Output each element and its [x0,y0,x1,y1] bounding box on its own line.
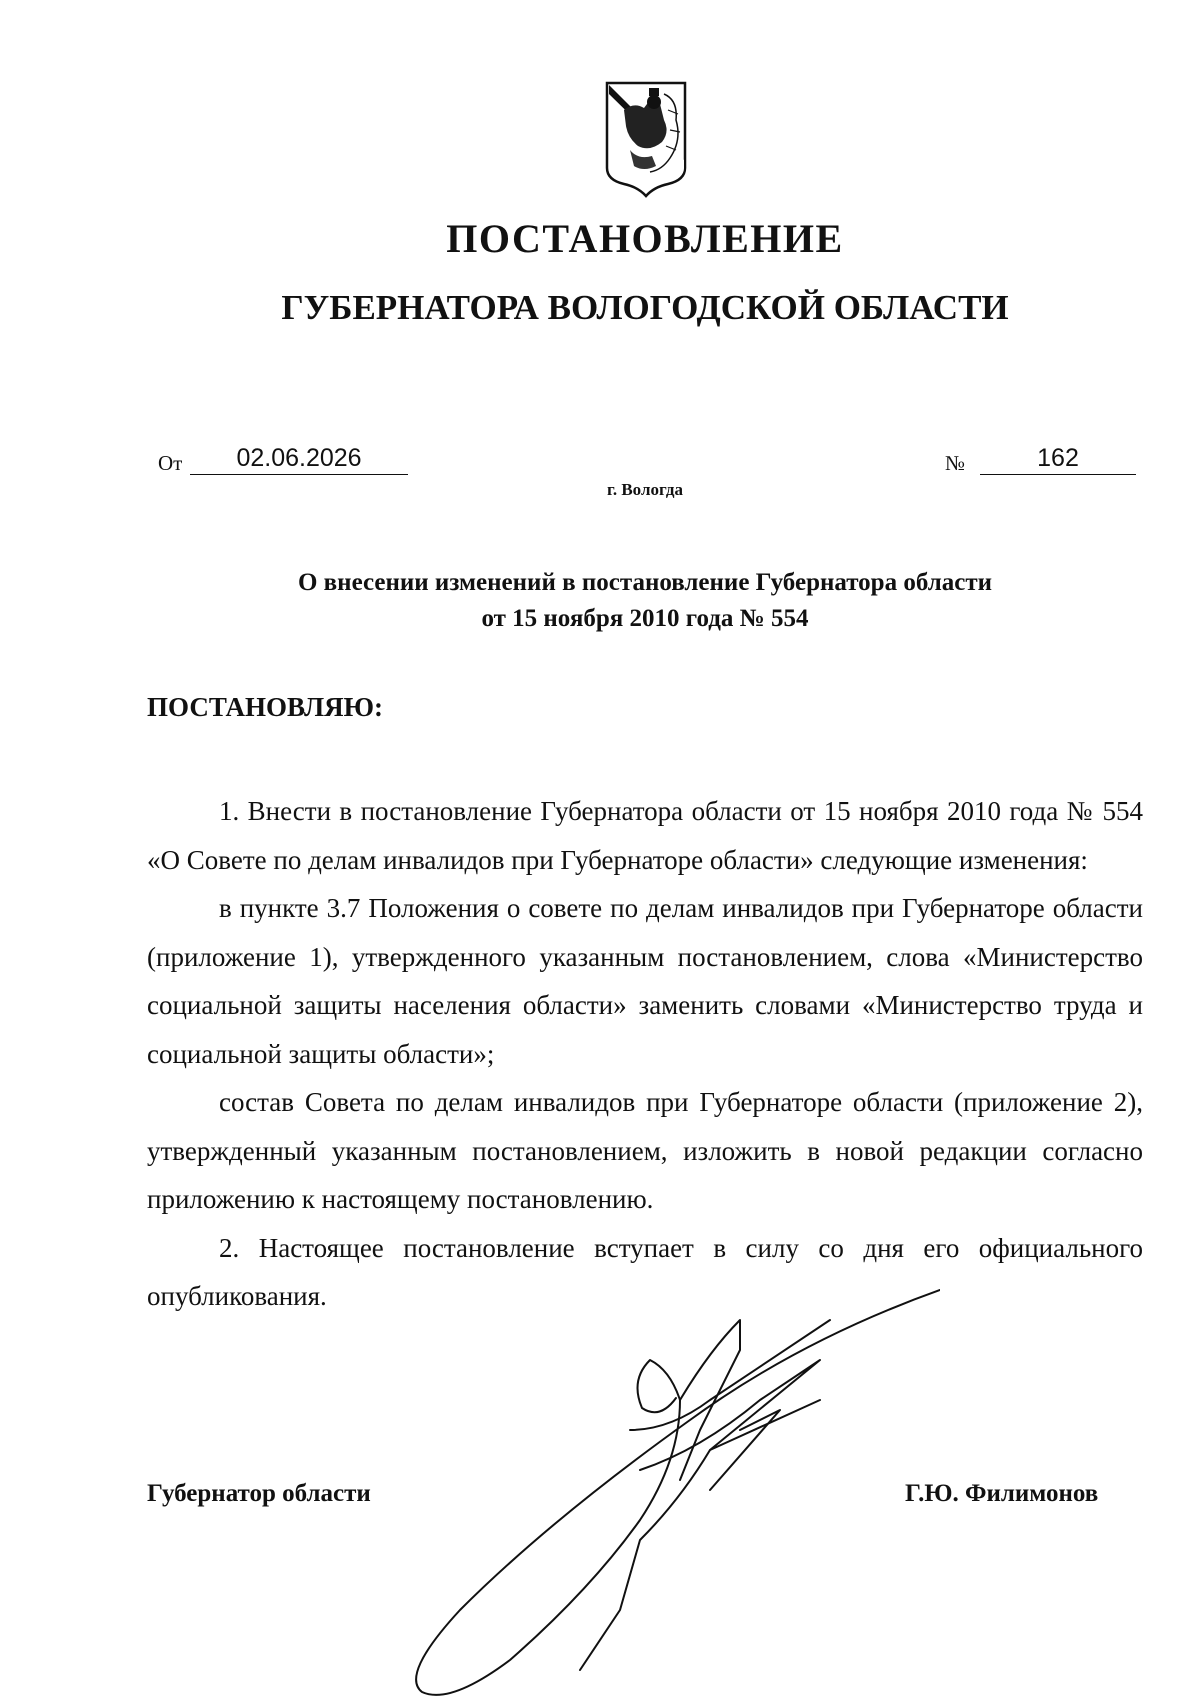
document-number: 162 [980,444,1136,475]
coat-of-arms-emblem [604,80,688,198]
resolve-heading: ПОСТАНОВЛЯЮ: [147,692,383,722]
paragraph-4: 2. Настоящее постановление вступает в силу со дня его официального опубликования. [147,1232,1143,1311]
date-prefix: От [158,451,183,475]
issuer-title: ГУБЕРНАТОРА ВОЛОГОДСКОЙ ОБЛАСТИ [281,288,1009,327]
signer-position: Губернатор области [147,1480,371,1507]
number-sign: № [945,451,966,475]
handwritten-signature [380,1280,940,1700]
paragraph-1: 1. Внести в постановление Губернатора области от 15 ноября 2010 года № 554 «О Совете по делам инвалидов при Губернаторе области» следующие изменения: [147,796,1143,875]
issue-city: г. Вологда [607,480,683,499]
paragraph-2: в пункте 3.7 Положения о совете по делам инвалидов при Губернаторе области (приложение 1), утвержденного указанным постановлением, слова «Министерство социальной защиты населения области» заменить словами «Министерство труда и социальной защиты области»; [147,893,1143,1069]
subject-line-2: от 15 ноября 2010 года № 554 [481,605,809,632]
document-title: ПОСТАНОВЛЕНИЕ [446,216,844,261]
document-body [147,787,1143,1321]
signer-name: Г.Ю. Филимонов [905,1480,1099,1507]
subject-line-1: О внесении изменений в постановление Губернатора области [297,569,993,596]
document-subject [0,565,1200,637]
document-date: 02.06.2026 [190,444,408,475]
paragraph-3: состав Совета по делам инвалидов при Губернаторе области (приложение 2), утвержденный указанным постановлением, изложить в новой редакции согласно приложению к настоящему постановлению. [147,1087,1143,1214]
